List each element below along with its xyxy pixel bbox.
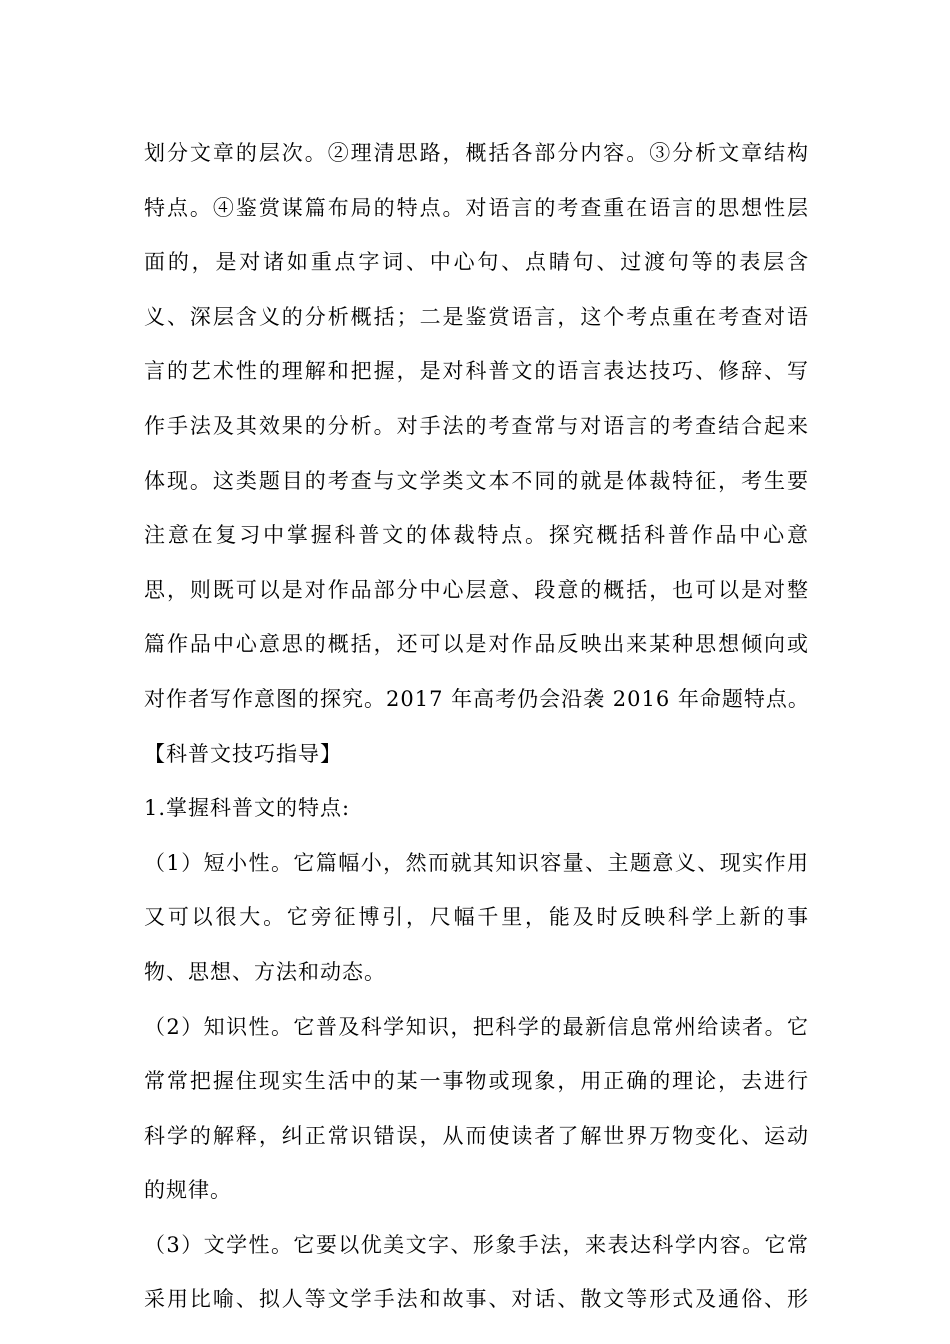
text-line: （1）短小性。它篇幅小，然而就其知识容量、主题意义、现实作用 bbox=[144, 850, 809, 875]
text-line: 作手法及其效果的分析。对手法的考查常与对语言的考查结合起来 bbox=[144, 413, 809, 438]
text-line: 采用比喻、拟人等文学手法和故事、对话、散文等形式及通俗、形 bbox=[144, 1287, 809, 1312]
text-line: 又可以很大。它旁征博引，尺幅千里，能及时反映科学上新的事 bbox=[144, 905, 809, 930]
text-line: 的规律。 bbox=[144, 1178, 232, 1203]
text-line: 言的艺术性的理解和把握，是对科普文的语言表达技巧、修辞、写 bbox=[144, 359, 809, 384]
text-line: 物、思想、方法和动态。 bbox=[144, 959, 386, 984]
text-line: 注意在复习中掌握科普文的体裁特点。探究概括科普作品中心意 bbox=[144, 523, 809, 548]
text-line: 对作者写作意图的探究。2017 年高考仍会沿袭 2016 年命题特点。 bbox=[144, 686, 810, 711]
text-line: （2）知识性。它普及科学知识，把科学的最新信息常州给读者。它 bbox=[144, 1014, 809, 1039]
subheading: 1.掌握科普文的特点: bbox=[144, 796, 351, 821]
text-line: 常常把握住现实生活中的某一事物或现象，用正确的理论，去进行 bbox=[144, 1069, 809, 1094]
text-line: 思，则既可以是对作品部分中心层意、段意的概括，也可以是对整 bbox=[144, 577, 809, 602]
document-page bbox=[144, 126, 809, 1327]
text-line: 体现。这类题目的考查与文学类文本不同的就是体裁特征，考生要 bbox=[144, 468, 809, 493]
text-line: 科学的解释，纠正常识错误，从而使读者了解世界万物变化、运动 bbox=[144, 1123, 809, 1148]
text-line: 篇作品中心意思的概括，还可以是对作品反映出来某种思想倾向或 bbox=[144, 632, 809, 657]
text-line: 特点。④鉴赏谋篇布局的特点。对语言的考查重在语言的思想性层 bbox=[144, 195, 809, 220]
text-line: （3）文学性。它要以优美文字、形象手法，来表达科学内容。它常 bbox=[144, 1232, 809, 1257]
text-line: 义、深层含义的分析概括；二是鉴赏语言，这个考点重在考查对语 bbox=[144, 304, 809, 329]
text-line: 划分文章的层次。②理清思路，概括各部分内容。③分析文章结构 bbox=[144, 141, 809, 165]
text-line: 面的，是对诸如重点字词、中心句、点睛句、过渡句等的表层含 bbox=[144, 250, 809, 275]
section-heading: 【科普文技巧指导】 bbox=[144, 741, 342, 766]
